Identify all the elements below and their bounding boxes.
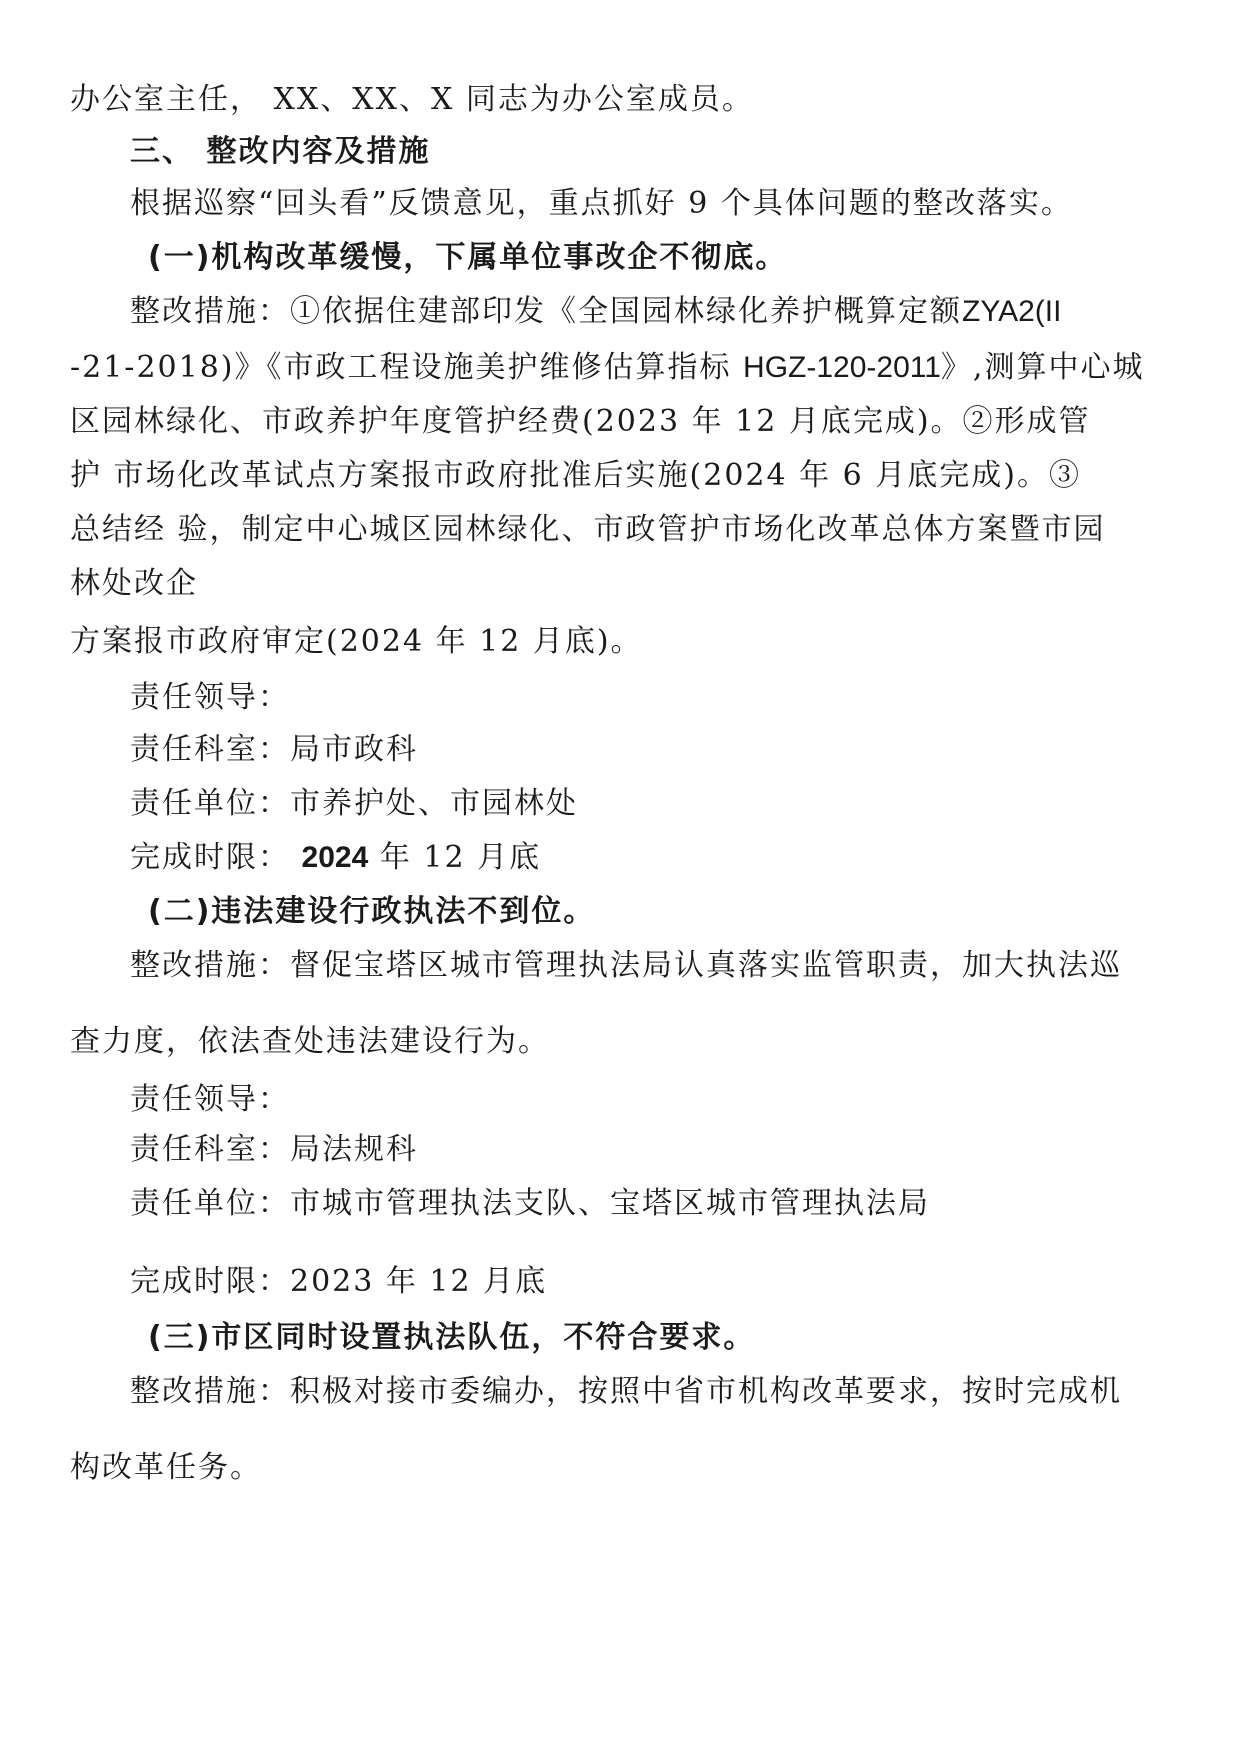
deadline-1 (130, 838, 541, 878)
responsible-leader-2: 责任领导： (130, 1082, 290, 1117)
measure-1-line-7: 方案报市政府审定(2024 年 12 月底)。 (70, 624, 643, 659)
measure-1-line-4: 护 市场化改革试点方案报市政府批准后实施(2024 年 6 月底完成)。③ (70, 458, 1081, 493)
measure-1-line-1 (130, 292, 1061, 332)
section-heading-3: 三、 整改内容及措施 (130, 134, 431, 169)
deadline-2: 完成时限：2023 年 12 月底 (130, 1264, 548, 1299)
measure-2-line-1: 整改措施：督促宝塔区城市管理执法局认真落实监管职责，加大执法巡 (130, 948, 1122, 983)
responsible-section-1: 责任科室：局市政科 (130, 732, 418, 767)
deadline-1-year: 2024 (301, 841, 369, 874)
paragraph-office-members: 办公室主任， XX、XX、X 同志为办公室成员。 (70, 82, 754, 117)
measure-3-line-2: 构改革任务。 (70, 1450, 262, 1485)
measure-3-line-1: 整改措施：积极对接市委编办，按照中省市机构改革要求，按时完成机 (130, 1374, 1122, 1409)
paragraph-intro: 根据巡察“回头看”反馈意见，重点抓好 9 个具体问题的整改落实。 (130, 186, 1073, 221)
issue-heading-2: (二)违法建设行政执法不到位。 (148, 894, 596, 929)
responsible-section-2: 责任科室：局法规科 (130, 1132, 418, 1167)
deadline-1-label: 完成时限： (130, 840, 302, 875)
issue-heading-3: (三)市区同时设置执法队伍，不符合要求。 (148, 1320, 756, 1355)
measure-1-text-b: -21-2018)》《市政工程设施美护维修估算指标 (70, 350, 744, 385)
deadline-1-month: 年 12 月底 (368, 840, 542, 875)
measure-1-line-3: 区园林绿化、市政养护年度管护经费(2023 年 12 月底完成)。②形成管 (70, 404, 1091, 439)
responsible-unit-2: 责任单位：市城市管理执法支队、宝塔区城市管理执法局 (130, 1186, 930, 1221)
measure-1-line-2 (70, 348, 1144, 388)
responsible-leader-1: 责任领导： (130, 680, 290, 715)
measure-1-hgz-code: HGZ-120-2011 (743, 351, 941, 384)
measure-1-text-a: 整改措施：①依据住建部印发《全国园林绿化养护概算定额 (130, 294, 962, 329)
measure-2-line-2: 查力度，依法查处违法建设行为。 (70, 1024, 550, 1059)
issue-heading-1: (一)机构改革缓慢，下属单位事改企不彻底。 (148, 240, 788, 275)
responsible-unit-1: 责任单位：市养护处、市园林处 (130, 786, 578, 821)
measure-1-line-6: 林处改企 (70, 566, 198, 601)
measure-1-line-5: 总结经 验，制定中心城区园林绿化、市政管护市场化改革总体方案暨市园 (70, 512, 1106, 547)
measure-1-text-c: 》,测算中心城 (940, 350, 1145, 385)
measure-1-code: ZYA2(II (962, 295, 1062, 328)
